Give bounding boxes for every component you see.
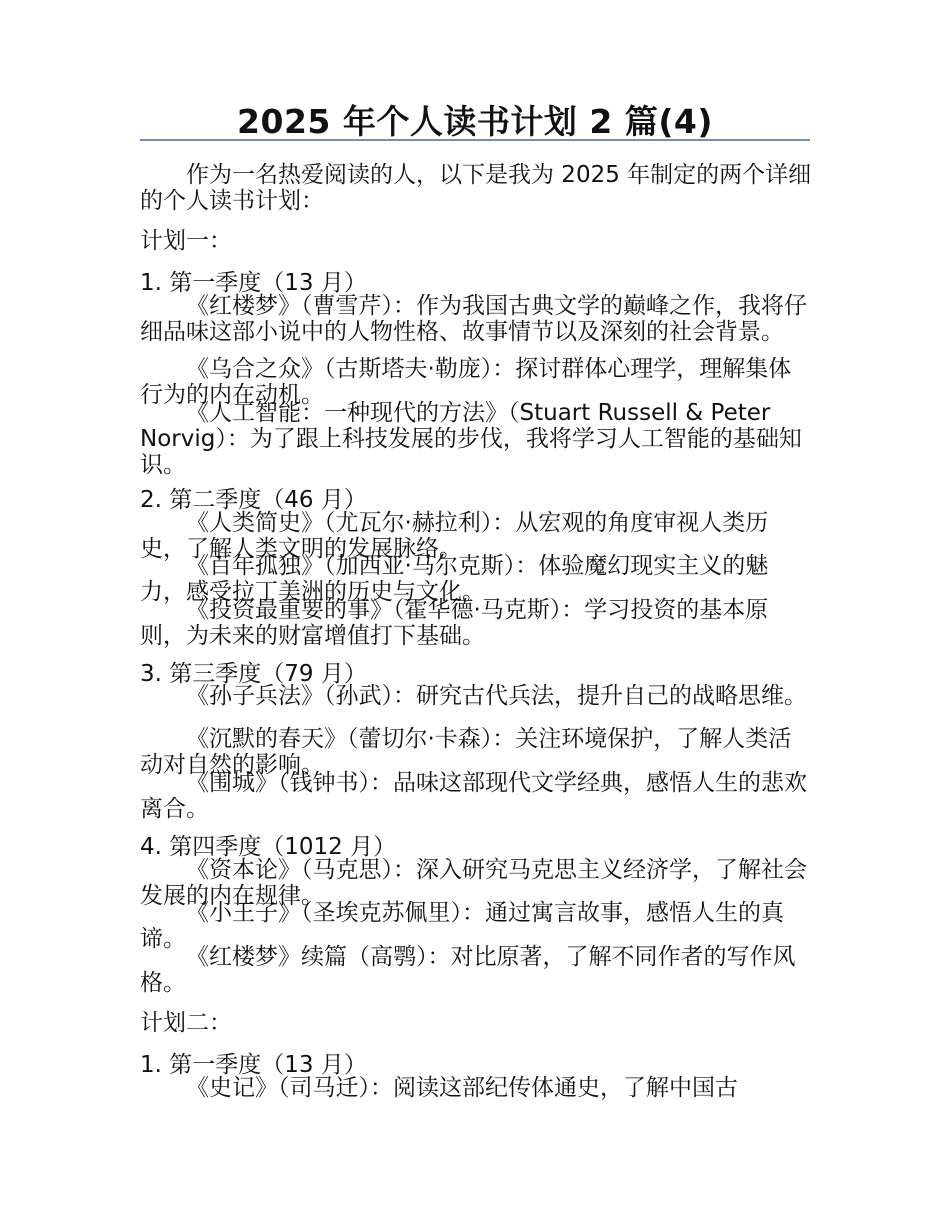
intro-paragraph: 作为一名热爱阅读的人，以下是我为 2025 年制定的两个详细的个人读书计划： (140, 162, 812, 214)
plan1-q2-item-3: 《投资最重要的事》（霍华德·马克斯）：学习投资的基本原则，为未来的财富增值打下基础。 (140, 597, 769, 649)
plan1-heading: 计划一： (140, 228, 232, 254)
plan1-q3-item-1: 《孙子兵法》（孙武）：研究古代兵法，提升自己的战略思维。 (186, 683, 807, 709)
plan1-q3-item-2: 《沉默的春天》（蕾切尔·卡森）：关注环境保护，了解人类活动对自然的影响。 (140, 726, 792, 778)
plan1-q4-heading: 4. 第四季度（1012 月） (140, 834, 397, 860)
plan1-q3-heading: 3. 第三季度（79 月） (140, 661, 367, 687)
plan1-q2-item-2: 《百年孤独》（加西亚·马尔克斯）：体验魔幻现实主义的魅力，感受拉丁美洲的历史与文化。 (140, 553, 769, 605)
plan1-q4-item-1: 《资本论》（马克思）：深入研究马克思主义经济学，了解社会发展的内在规律。 (140, 857, 807, 909)
plan1-q1-item-1: 《红楼梦》（曹雪芹）：作为我国古典文学的巅峰之作，我将仔细品味这部小说中的人物性格、故事情节以及深刻的社会背景。 (140, 293, 807, 345)
plan2-q1-heading: 1. 第一季度（13 月） (140, 1052, 367, 1078)
plan1-q2-heading: 2. 第二季度（46 月） (140, 487, 367, 513)
plan1-q1-item-3: 《人工智能：一种现代的方法》（Stuart Russell & Peter Norvig）：为了跟上科技发展的步伐，我将学习人工智能的基础知识。 (140, 400, 802, 478)
plan1-q1-heading: 1. 第一季度（13 月） (140, 270, 367, 296)
document-title: 2025 年个人读书计划 2 篇(4) (237, 102, 713, 141)
title-underline (140, 139, 810, 141)
plan1-q4-item-2: 《小王子》（圣埃克苏佩里）：通过寓言故事，感悟人生的真谛。 (140, 900, 784, 952)
plan1-q3-item-3: 《围城》（钱钟书）：品味这部现代文学经典，感悟人生的悲欢离合。 (140, 770, 807, 822)
plan1-q1-item-2: 《乌合之众》（古斯塔夫·勒庞）：探讨群体心理学，理解集体行为的内在动机。 (140, 356, 792, 408)
plan2-heading: 计划二： (140, 1010, 232, 1036)
plan1-q4-item-3: 《红楼梦》续篇（高鹗）：对比原著，了解不同作者的写作风格。 (140, 944, 796, 996)
plan1-q2-item-1: 《人类简史》（尤瓦尔·赫拉利）：从宏观的角度审视人类历史，了解人类文明的发展脉络。 (140, 510, 769, 562)
plan2-q1-item-1: 《史记》（司马迁）：阅读这部纪传体通史，了解中国古 (186, 1075, 738, 1101)
